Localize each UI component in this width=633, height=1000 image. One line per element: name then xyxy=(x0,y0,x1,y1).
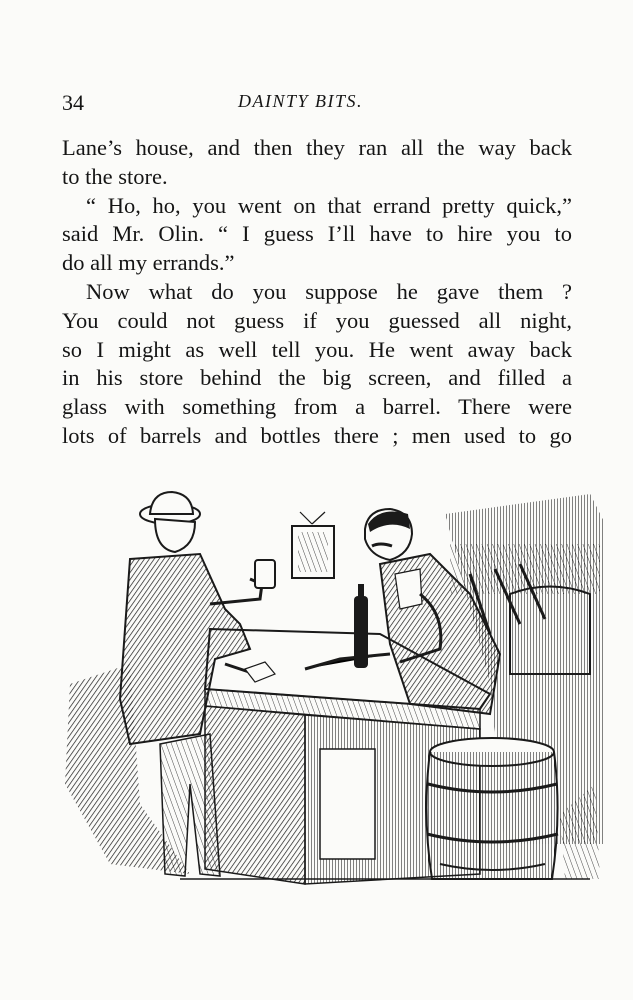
paragraph-2 xyxy=(62,192,572,278)
text-line: do all my errands.” xyxy=(62,250,235,276)
body-text xyxy=(62,134,572,451)
text-line: to the store. xyxy=(62,163,168,189)
page-number: 34 xyxy=(62,90,84,115)
text-line: Lane’s house, and then they ran all the way back xyxy=(62,135,572,160)
paragraph-3 xyxy=(62,278,572,451)
text-line: said Mr. Olin. “ I guess I’ll have to hire you to xyxy=(62,221,572,247)
text-line: in his store behind the big screen, and filled a xyxy=(62,365,572,391)
text-line: You could not guess if you guessed all night, xyxy=(62,307,572,333)
engraving-illustration xyxy=(50,484,610,904)
running-head: DAINTY BITS. xyxy=(238,91,364,111)
text-line: glass with something from a barrel. There were xyxy=(62,394,572,420)
barrel xyxy=(426,738,558,879)
wall-picture xyxy=(292,512,334,578)
text-line: “ Ho, ho, you went on that errand pretty quick,” xyxy=(86,192,572,218)
text-line: Now what do you suppose he gave them ? xyxy=(86,278,572,304)
text-line: so I might as well tell you. He went away back xyxy=(62,336,572,362)
text-line: lots of barrels and bottles there ; men used to go xyxy=(62,422,572,448)
paragraph-1 xyxy=(62,134,572,192)
